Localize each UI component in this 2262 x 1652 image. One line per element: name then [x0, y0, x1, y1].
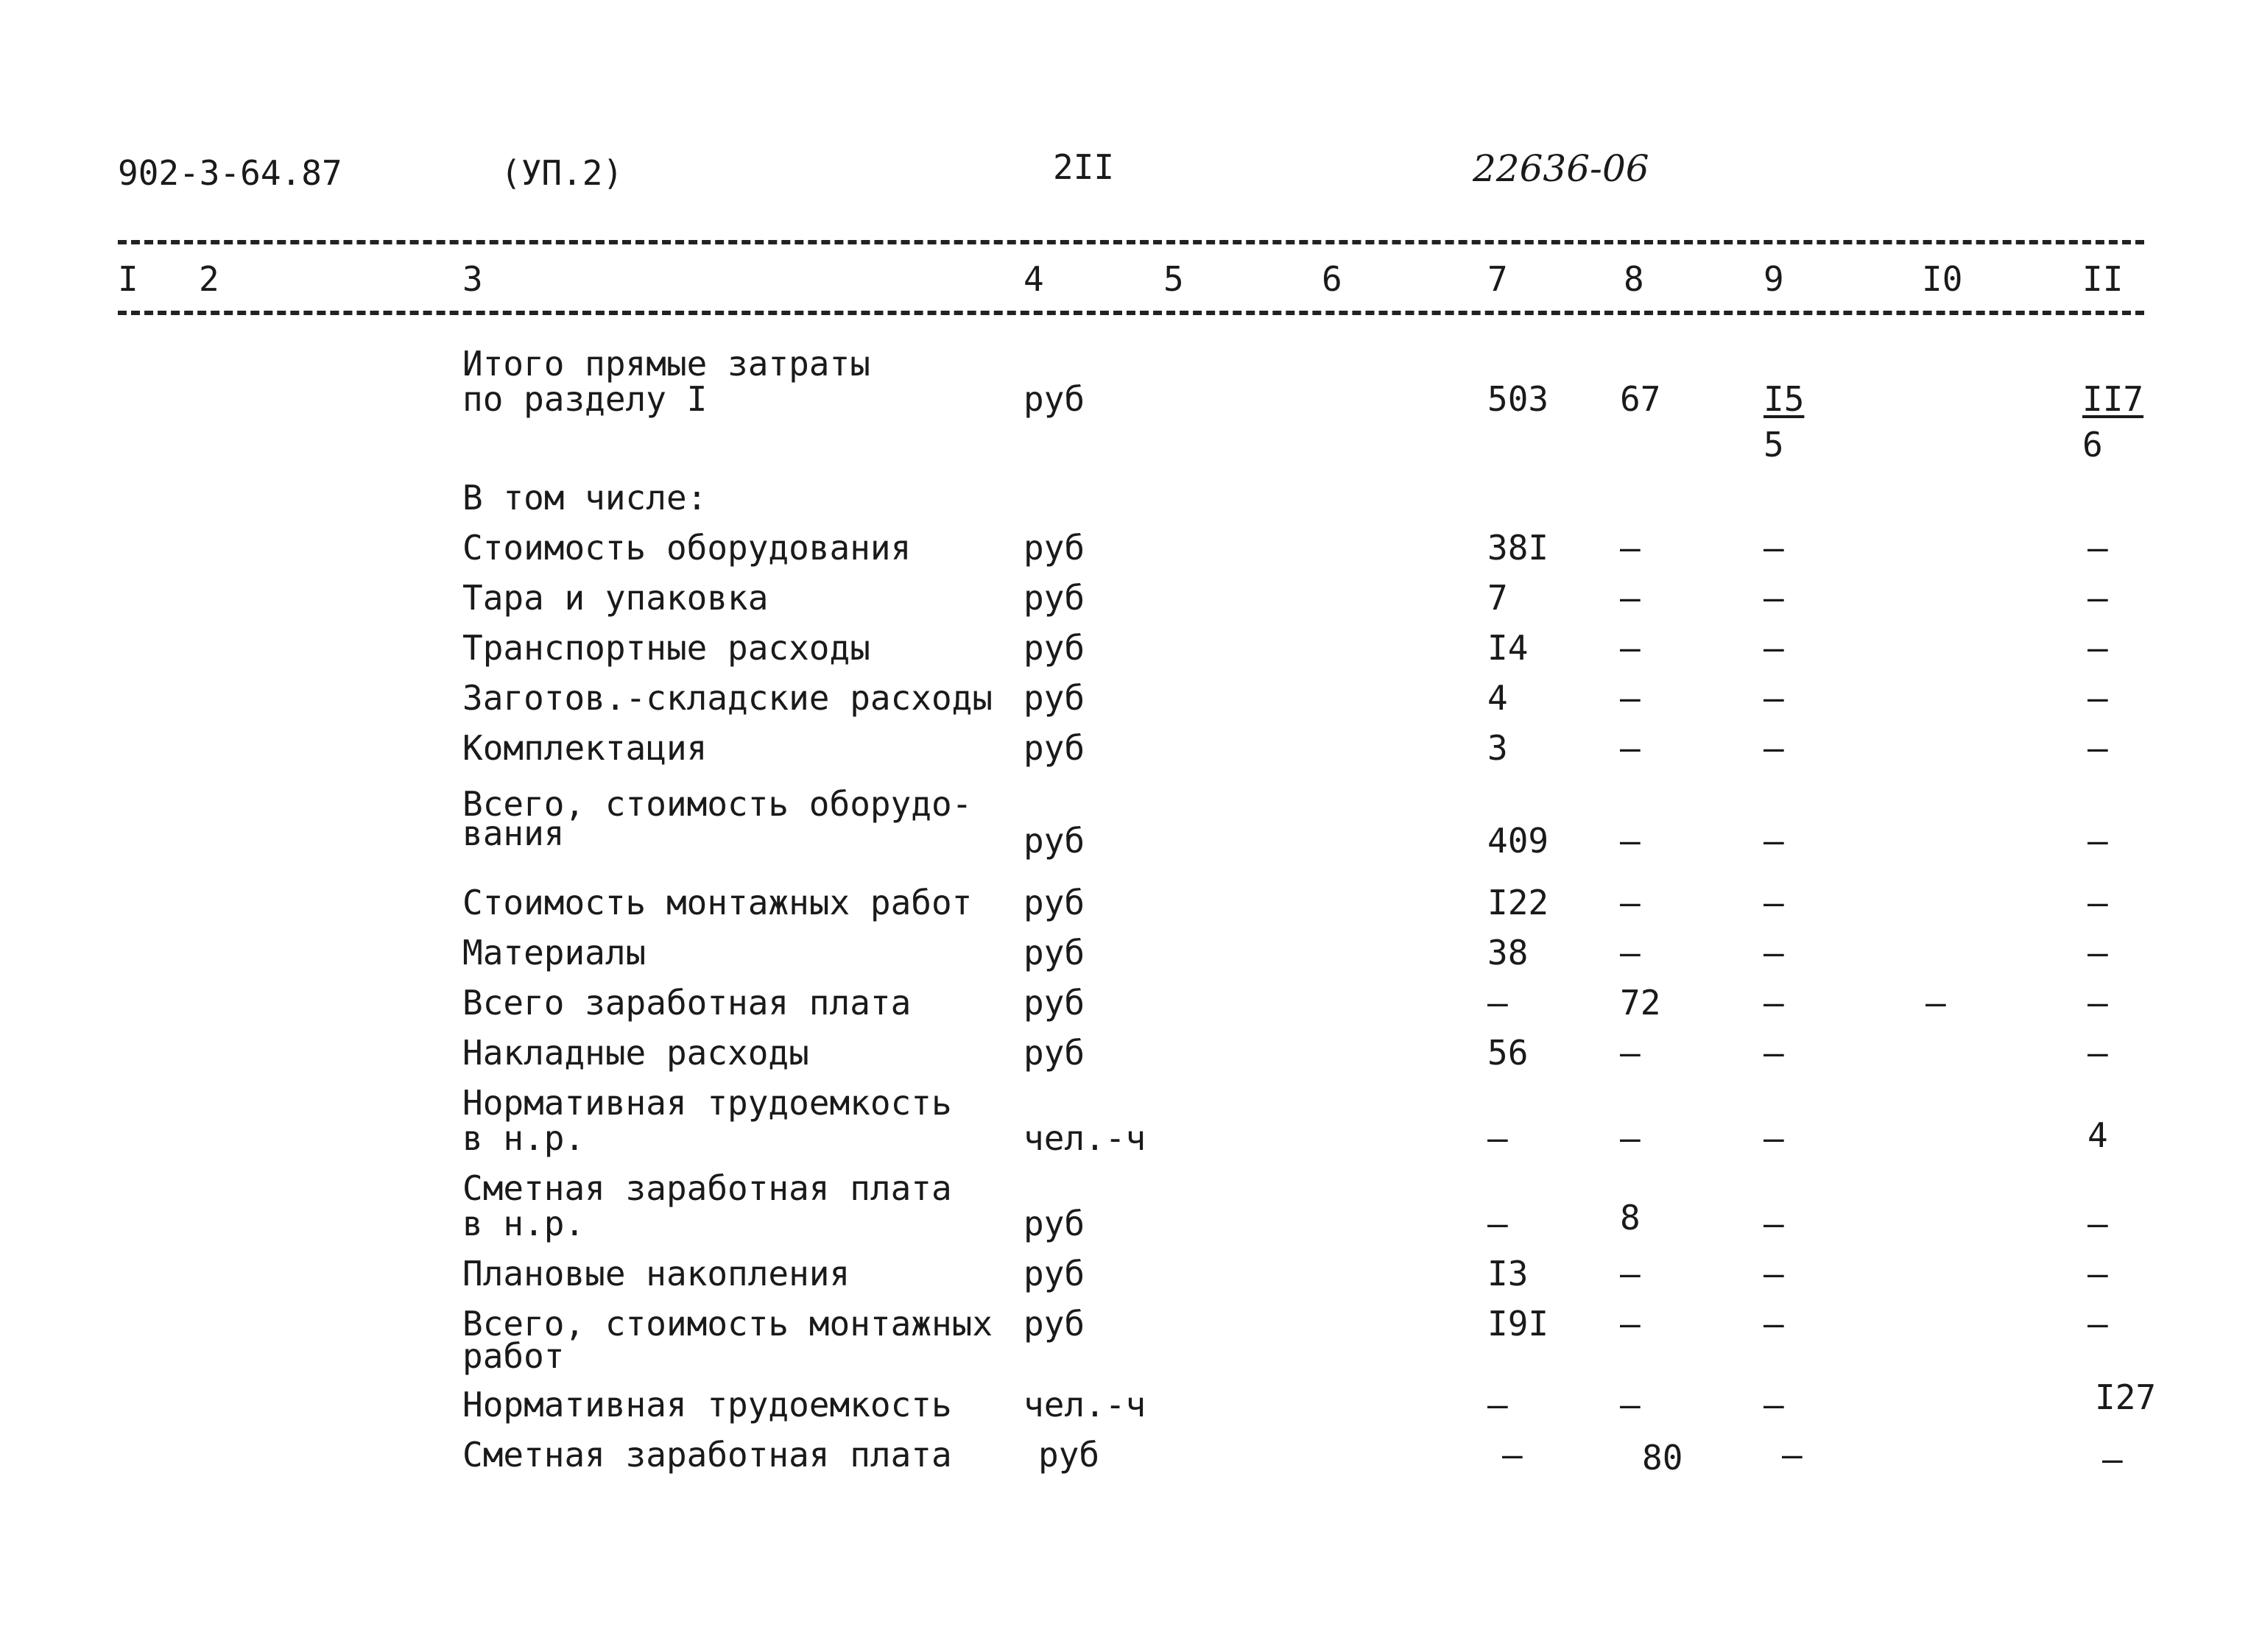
row-col9-fraction — [1764, 379, 1805, 465]
row-col9: – — [1764, 1254, 1784, 1293]
row-col11: – — [2087, 821, 2108, 861]
row-unit: руб — [1023, 1033, 1085, 1073]
row-col8: – — [1620, 578, 1641, 618]
row-label: Всего заработная плата — [462, 983, 912, 1023]
row-unit: руб — [1023, 983, 1085, 1023]
row-label: Транспортные расходы — [462, 628, 870, 668]
row-col8: – — [1620, 628, 1641, 668]
row-col8: – — [1620, 728, 1641, 768]
column-number-2: 2 — [199, 259, 219, 299]
row-col9: – — [1764, 528, 1784, 568]
fraction-denominator: 5 — [1764, 425, 1784, 465]
row-label-continued: по разделу I — [462, 379, 708, 419]
row-col9: – — [1764, 1304, 1784, 1344]
row-col9: – — [1764, 578, 1784, 618]
column-number-4: 4 — [1023, 259, 1044, 299]
row-col11: – — [2087, 578, 2108, 618]
row-col9: – — [1764, 821, 1784, 861]
row-col9: – — [1764, 983, 1784, 1023]
row-col7: 38I — [1487, 528, 1549, 568]
row-unit: руб — [1023, 379, 1085, 419]
row-col9: – — [1764, 728, 1784, 768]
column-number-11: II — [2082, 259, 2124, 299]
column-number-5: 5 — [1163, 259, 1184, 299]
row-col7: 503 — [1487, 379, 1549, 419]
row-col7: – — [1487, 1204, 1508, 1243]
fraction-numerator: II7 — [2082, 379, 2144, 419]
row-unit: руб — [1023, 628, 1085, 668]
row-unit: руб — [1023, 1304, 1085, 1344]
row-unit: чел.-ч — [1023, 1118, 1146, 1158]
row-label-continued: вания — [462, 813, 565, 853]
row-col11: – — [2102, 1439, 2123, 1479]
row-col11: – — [2087, 628, 2108, 668]
row-col9: – — [1764, 1033, 1784, 1073]
column-number-1: I — [118, 259, 138, 299]
row-col11: – — [2087, 1304, 2108, 1344]
fraction-denominator: 6 — [2082, 425, 2103, 465]
row-col11: – — [2087, 1204, 2108, 1243]
page-number: 2II — [1053, 147, 1115, 187]
row-col7: 7 — [1487, 578, 1508, 618]
row-label: Нормативная трудоемкость — [462, 1083, 952, 1123]
row-col8: – — [1620, 528, 1641, 568]
row-col9: – — [1764, 933, 1784, 973]
row-col7: – — [1487, 983, 1508, 1023]
row-col9: – — [1764, 883, 1784, 922]
row-col8: – — [1620, 821, 1641, 861]
row-col8: 67 — [1620, 379, 1661, 419]
fraction-numerator: I5 — [1764, 379, 1805, 419]
row-unit: руб — [1038, 1435, 1100, 1475]
row-label: Нормативная трудоемкость — [462, 1385, 952, 1425]
row-col11: – — [2087, 728, 2108, 768]
row-col10: – — [1925, 983, 1946, 1023]
column-number-7: 7 — [1487, 259, 1508, 299]
column-number-9: 9 — [1764, 259, 1784, 299]
row-col8: 8 — [1620, 1198, 1641, 1238]
row-col9: – — [1764, 1118, 1784, 1158]
row-unit: руб — [1023, 883, 1085, 922]
row-label-continued: работ — [462, 1336, 565, 1376]
row-col7: – — [1487, 1385, 1508, 1425]
row-unit: руб — [1023, 678, 1085, 718]
row-col9: – — [1764, 678, 1784, 718]
column-number-3: 3 — [462, 259, 483, 299]
row-label: Накладные расходы — [462, 1033, 809, 1073]
row-col7: 3 — [1487, 728, 1508, 768]
row-unit: руб — [1023, 1254, 1085, 1293]
row-col7: I22 — [1487, 883, 1549, 922]
row-label: Тара и упаковка — [462, 578, 769, 618]
row-unit: руб — [1023, 578, 1085, 618]
row-col9: – — [1764, 1204, 1784, 1243]
row-col7: 409 — [1487, 821, 1549, 861]
row-col8: 72 — [1620, 983, 1661, 1023]
top-dashed-rule — [118, 240, 2144, 244]
bottom-dashed-rule — [118, 311, 2144, 315]
row-col7: – — [1487, 1118, 1508, 1158]
row-label: Стоимость монтажных работ — [462, 883, 973, 922]
row-col11: 4 — [2087, 1115, 2108, 1155]
row-col7: I9I — [1487, 1304, 1549, 1344]
row-col7: 4 — [1487, 678, 1508, 718]
column-number-8: 8 — [1624, 259, 1644, 299]
row-unit: чел.-ч — [1023, 1385, 1146, 1425]
row-unit: руб — [1023, 1204, 1085, 1243]
row-col8: 80 — [1642, 1438, 1683, 1478]
row-col9: – — [1764, 1385, 1784, 1425]
row-col8: – — [1620, 883, 1641, 922]
row-col11: – — [2087, 528, 2108, 568]
row-label: Сметная заработная плата — [462, 1435, 952, 1475]
album-label: (УП.2) — [501, 153, 624, 193]
row-unit: руб — [1023, 821, 1085, 861]
row-col11: – — [2087, 983, 2108, 1023]
row-unit: руб — [1023, 933, 1085, 973]
row-col7: I4 — [1487, 628, 1529, 668]
row-label: В том числе: — [462, 478, 708, 518]
row-col11: I27 — [2095, 1377, 2157, 1417]
row-col8: – — [1620, 678, 1641, 718]
column-number-10: I0 — [1922, 259, 1963, 299]
row-col9: – — [1764, 628, 1784, 668]
doc-code: 902-3-64.87 — [118, 153, 342, 193]
row-col8: – — [1620, 1304, 1641, 1344]
row-label: Итого прямые затраты — [462, 344, 870, 384]
row-col7: 38 — [1487, 933, 1529, 973]
row-unit: руб — [1023, 528, 1085, 568]
row-col8: – — [1620, 1254, 1641, 1293]
row-col8: – — [1620, 933, 1641, 973]
row-label-continued: в н.р. — [462, 1118, 585, 1158]
row-col7: 56 — [1487, 1033, 1529, 1073]
row-col11: – — [2087, 1254, 2108, 1293]
row-label: Всего, стоимость монтажных — [462, 1304, 993, 1344]
row-label: Плановые накопления — [462, 1254, 850, 1293]
row-label-continued: в н.р. — [462, 1204, 585, 1243]
row-col9: – — [1782, 1435, 1803, 1475]
row-col7: I3 — [1487, 1254, 1529, 1293]
row-label: Комплектация — [462, 728, 708, 768]
row-label: Сметная заработная плата — [462, 1168, 952, 1208]
row-label: Материалы — [462, 933, 646, 973]
row-col7: – — [1502, 1435, 1523, 1475]
row-col11: – — [2087, 933, 2108, 973]
row-label: Стоимость оборудования — [462, 528, 912, 568]
row-col11-fraction — [2082, 379, 2144, 465]
row-label: Всего, стоимость оборудо- — [462, 784, 973, 824]
row-col8: – — [1620, 1385, 1641, 1425]
row-col11: – — [2087, 678, 2108, 718]
row-label: Заготов.-складские расходы — [462, 678, 993, 718]
column-number-6: 6 — [1322, 259, 1342, 299]
handwritten-number: 22636-06 — [1473, 147, 1649, 190]
row-col11: – — [2087, 1033, 2108, 1073]
row-col8: – — [1620, 1118, 1641, 1158]
row-col8: – — [1620, 1033, 1641, 1073]
row-unit: руб — [1023, 728, 1085, 768]
row-col11: – — [2087, 883, 2108, 922]
